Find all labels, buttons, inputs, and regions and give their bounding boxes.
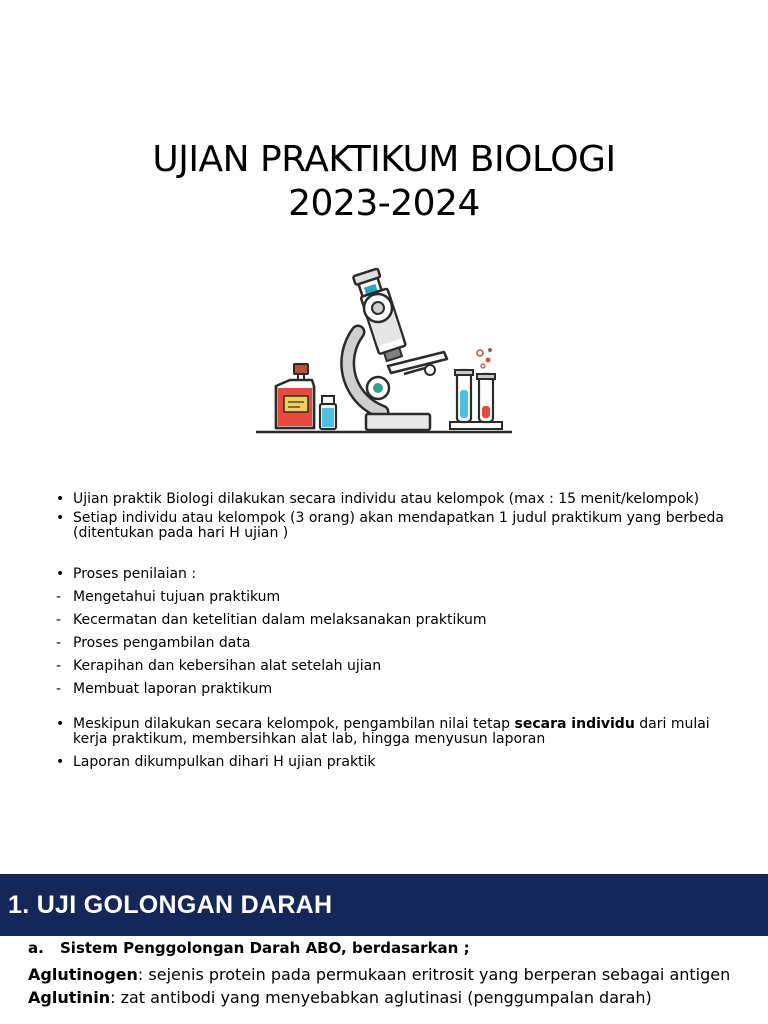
definition-aglutinogen <box>28 964 730 986</box>
text-after: dari mulai kerja praktikum, membersihkan alat lab, hingga menyusun laporan <box>73 716 710 747</box>
list-item <box>56 717 736 747</box>
list-item <box>56 636 736 651</box>
bullet-group-notes <box>56 717 736 770</box>
definition-desc: : zat antibodi yang menyebabkan aglutinasi (penggumpalan darah) <box>110 988 652 1007</box>
list-item <box>56 492 736 507</box>
list-item-text: Membuat laporan praktikum <box>73 681 273 697</box>
list-item-text: Kerapihan dan kebersihan alat setelah ujian <box>73 658 382 674</box>
dash-marker: - <box>56 658 62 674</box>
list-item-text: Proses pengambilan data <box>73 635 251 651</box>
bullet-group-rules <box>56 492 736 541</box>
list-item <box>56 590 736 605</box>
definition-desc: : sejenis protein pada permukaan eritrosit yang berperan sebagai antigen <box>137 965 731 984</box>
bullet-marker: • <box>56 510 65 526</box>
list-item <box>56 613 736 628</box>
list-item-text: Mengetahui tujuan praktikum <box>73 589 281 605</box>
bullet-marker: • <box>56 716 65 732</box>
subsection-marker: a. <box>28 939 44 957</box>
list-item <box>56 659 736 674</box>
subsection-heading <box>28 938 470 958</box>
list-item <box>56 682 736 697</box>
title-line-1: UJIAN PRAKTIKUM BIOLOGI <box>152 139 616 180</box>
list-item <box>56 567 736 582</box>
instructions-list <box>56 492 736 778</box>
dash-marker: - <box>56 589 62 605</box>
title-line-2: 2023-2024 <box>288 183 480 224</box>
bullet-marker: • <box>56 491 65 507</box>
definition-term: Aglutinogen <box>28 965 138 984</box>
emphasis-text: secara individu <box>514 716 635 732</box>
section-title: 1. UJI GOLONGAN DARAH <box>8 891 333 919</box>
list-item-text: Laporan dikumpulkan dihari H ujian praktik <box>73 754 376 770</box>
microscope-lab-icon <box>254 262 514 442</box>
dash-marker: - <box>56 635 62 651</box>
definition-aglutinin <box>28 987 652 1009</box>
bullet-marker: • <box>56 566 65 582</box>
bullet-group-assessment <box>56 567 736 697</box>
definition-term: Aglutinin <box>28 988 111 1007</box>
subsection-text: Sistem Penggolongan Darah ABO, berdasarkan ; <box>60 939 470 957</box>
text-before: Meskipun dilakukan secara kelompok, pengambilan nilai tetap <box>73 716 515 732</box>
section-header-bar <box>0 874 768 936</box>
list-item-text: Ujian praktik Biologi dilakukan secara individu atau kelompok (max : 15 menit/kelompok) <box>73 491 700 507</box>
dash-marker: - <box>56 681 62 697</box>
list-item <box>56 755 736 770</box>
list-item-text <box>73 717 736 747</box>
dash-marker: - <box>56 612 62 628</box>
page-title <box>0 138 768 226</box>
bullet-marker: • <box>56 754 65 770</box>
list-item <box>56 511 736 541</box>
list-item-text: Proses penilaian : <box>73 566 197 582</box>
list-item-text: Setiap individu atau kelompok (3 orang) akan mendapatkan 1 judul praktikum yang berbeda (ditentukan pada hari H ujian ) <box>73 510 724 541</box>
list-item-text: Kecermatan dan ketelitian dalam melaksanakan praktikum <box>73 612 487 628</box>
